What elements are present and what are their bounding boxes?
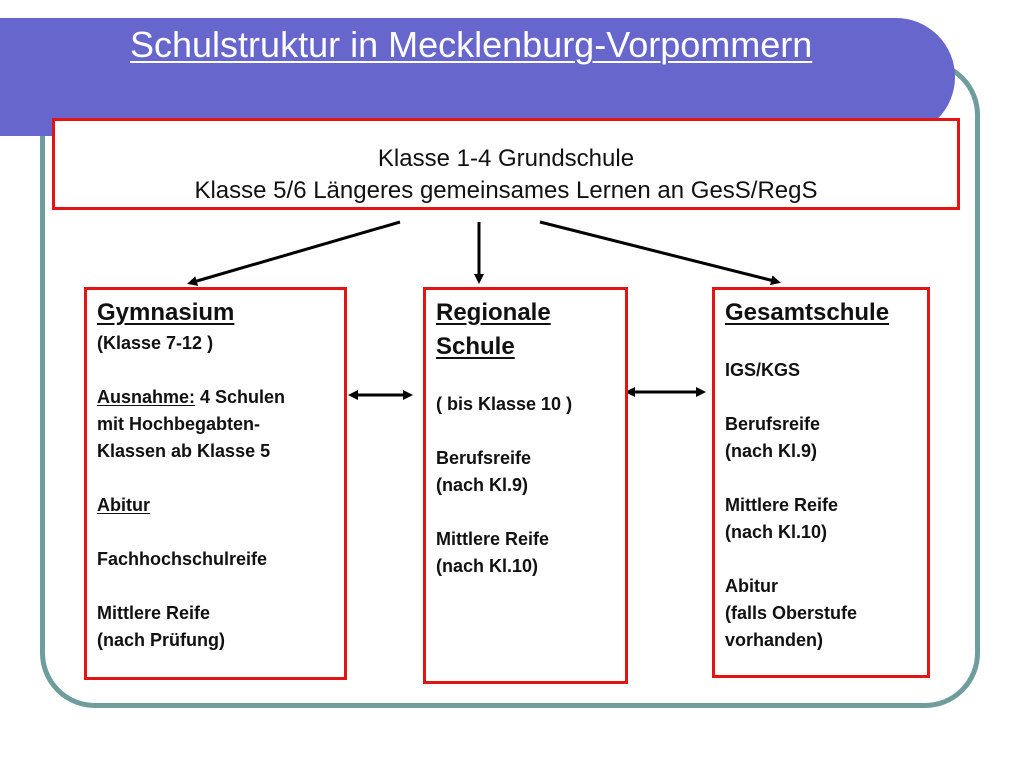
gymnasium-exception-line-2: mit Hochbegabten- (97, 414, 261, 434)
gymnasium-exception (97, 384, 334, 411)
gymnasium-mittlere-reife: Mittlere Reife (97, 603, 211, 623)
primary-level-line-1: Klasse 1-4 Grundschule (377, 145, 635, 172)
gymnasium-grades: (Klasse 7-12 ) (97, 333, 214, 353)
page-title: Schulstruktur in Mecklenburg-Vorpommern (130, 24, 813, 65)
gesamtschule-box (712, 287, 930, 678)
regionale-heading-line-1: Regionale (436, 299, 551, 326)
gymnasium-box (84, 287, 347, 680)
gesamtschule-mittlere-reife-note: (nach Kl.10) (725, 522, 828, 542)
gymnasium-exception-line-3: Klassen ab Klasse 5 (97, 441, 271, 461)
regionale-berufsreife: Berufsreife (436, 448, 532, 468)
exception-label: Ausnahme: (97, 387, 196, 407)
gymnasium-mittlere-reife-note: (nach Prüfung) (97, 630, 225, 650)
gesamtschule-types: IGS/KGS (725, 360, 801, 380)
arrow-to-gesamtschule (540, 222, 778, 282)
regionale-grades: ( bis Klasse 10 ) (436, 394, 573, 414)
gesamtschule-abitur-note-1: (falls Oberstufe (725, 603, 858, 623)
regionale-mittlere-reife-note: (nach Kl.10) (436, 556, 539, 576)
regionale-berufsreife-note: (nach Kl.9) (436, 475, 529, 495)
gesamtschule-heading: Gesamtschule (725, 299, 890, 326)
regionale-mittlere-reife: Mittlere Reife (436, 529, 550, 549)
gesamtschule-berufsreife: Berufsreife (725, 414, 821, 434)
exception-text: 4 Schulen (195, 387, 286, 407)
gymnasium-abitur: Abitur (97, 495, 150, 515)
gymnasium-fachhochschulreife: Fachhochschulreife (97, 549, 268, 569)
gesamtschule-mittlere-reife: Mittlere Reife (725, 495, 839, 515)
gymnasium-heading: Gymnasium (97, 299, 235, 326)
gesamtschule-berufsreife-note: (nach Kl.9) (725, 441, 818, 461)
arrow-to-gymnasium (190, 222, 400, 283)
primary-level-line-2: Klasse 5/6 Längeres gemeinsames Lernen an GesS/RegS (194, 177, 818, 204)
regionale-schule-box (423, 287, 628, 684)
regionale-heading-line-2: Schule (436, 333, 515, 360)
gesamtschule-abitur-note-2: vorhanden) (725, 630, 824, 650)
gesamtschule-abitur: Abitur (725, 576, 778, 596)
